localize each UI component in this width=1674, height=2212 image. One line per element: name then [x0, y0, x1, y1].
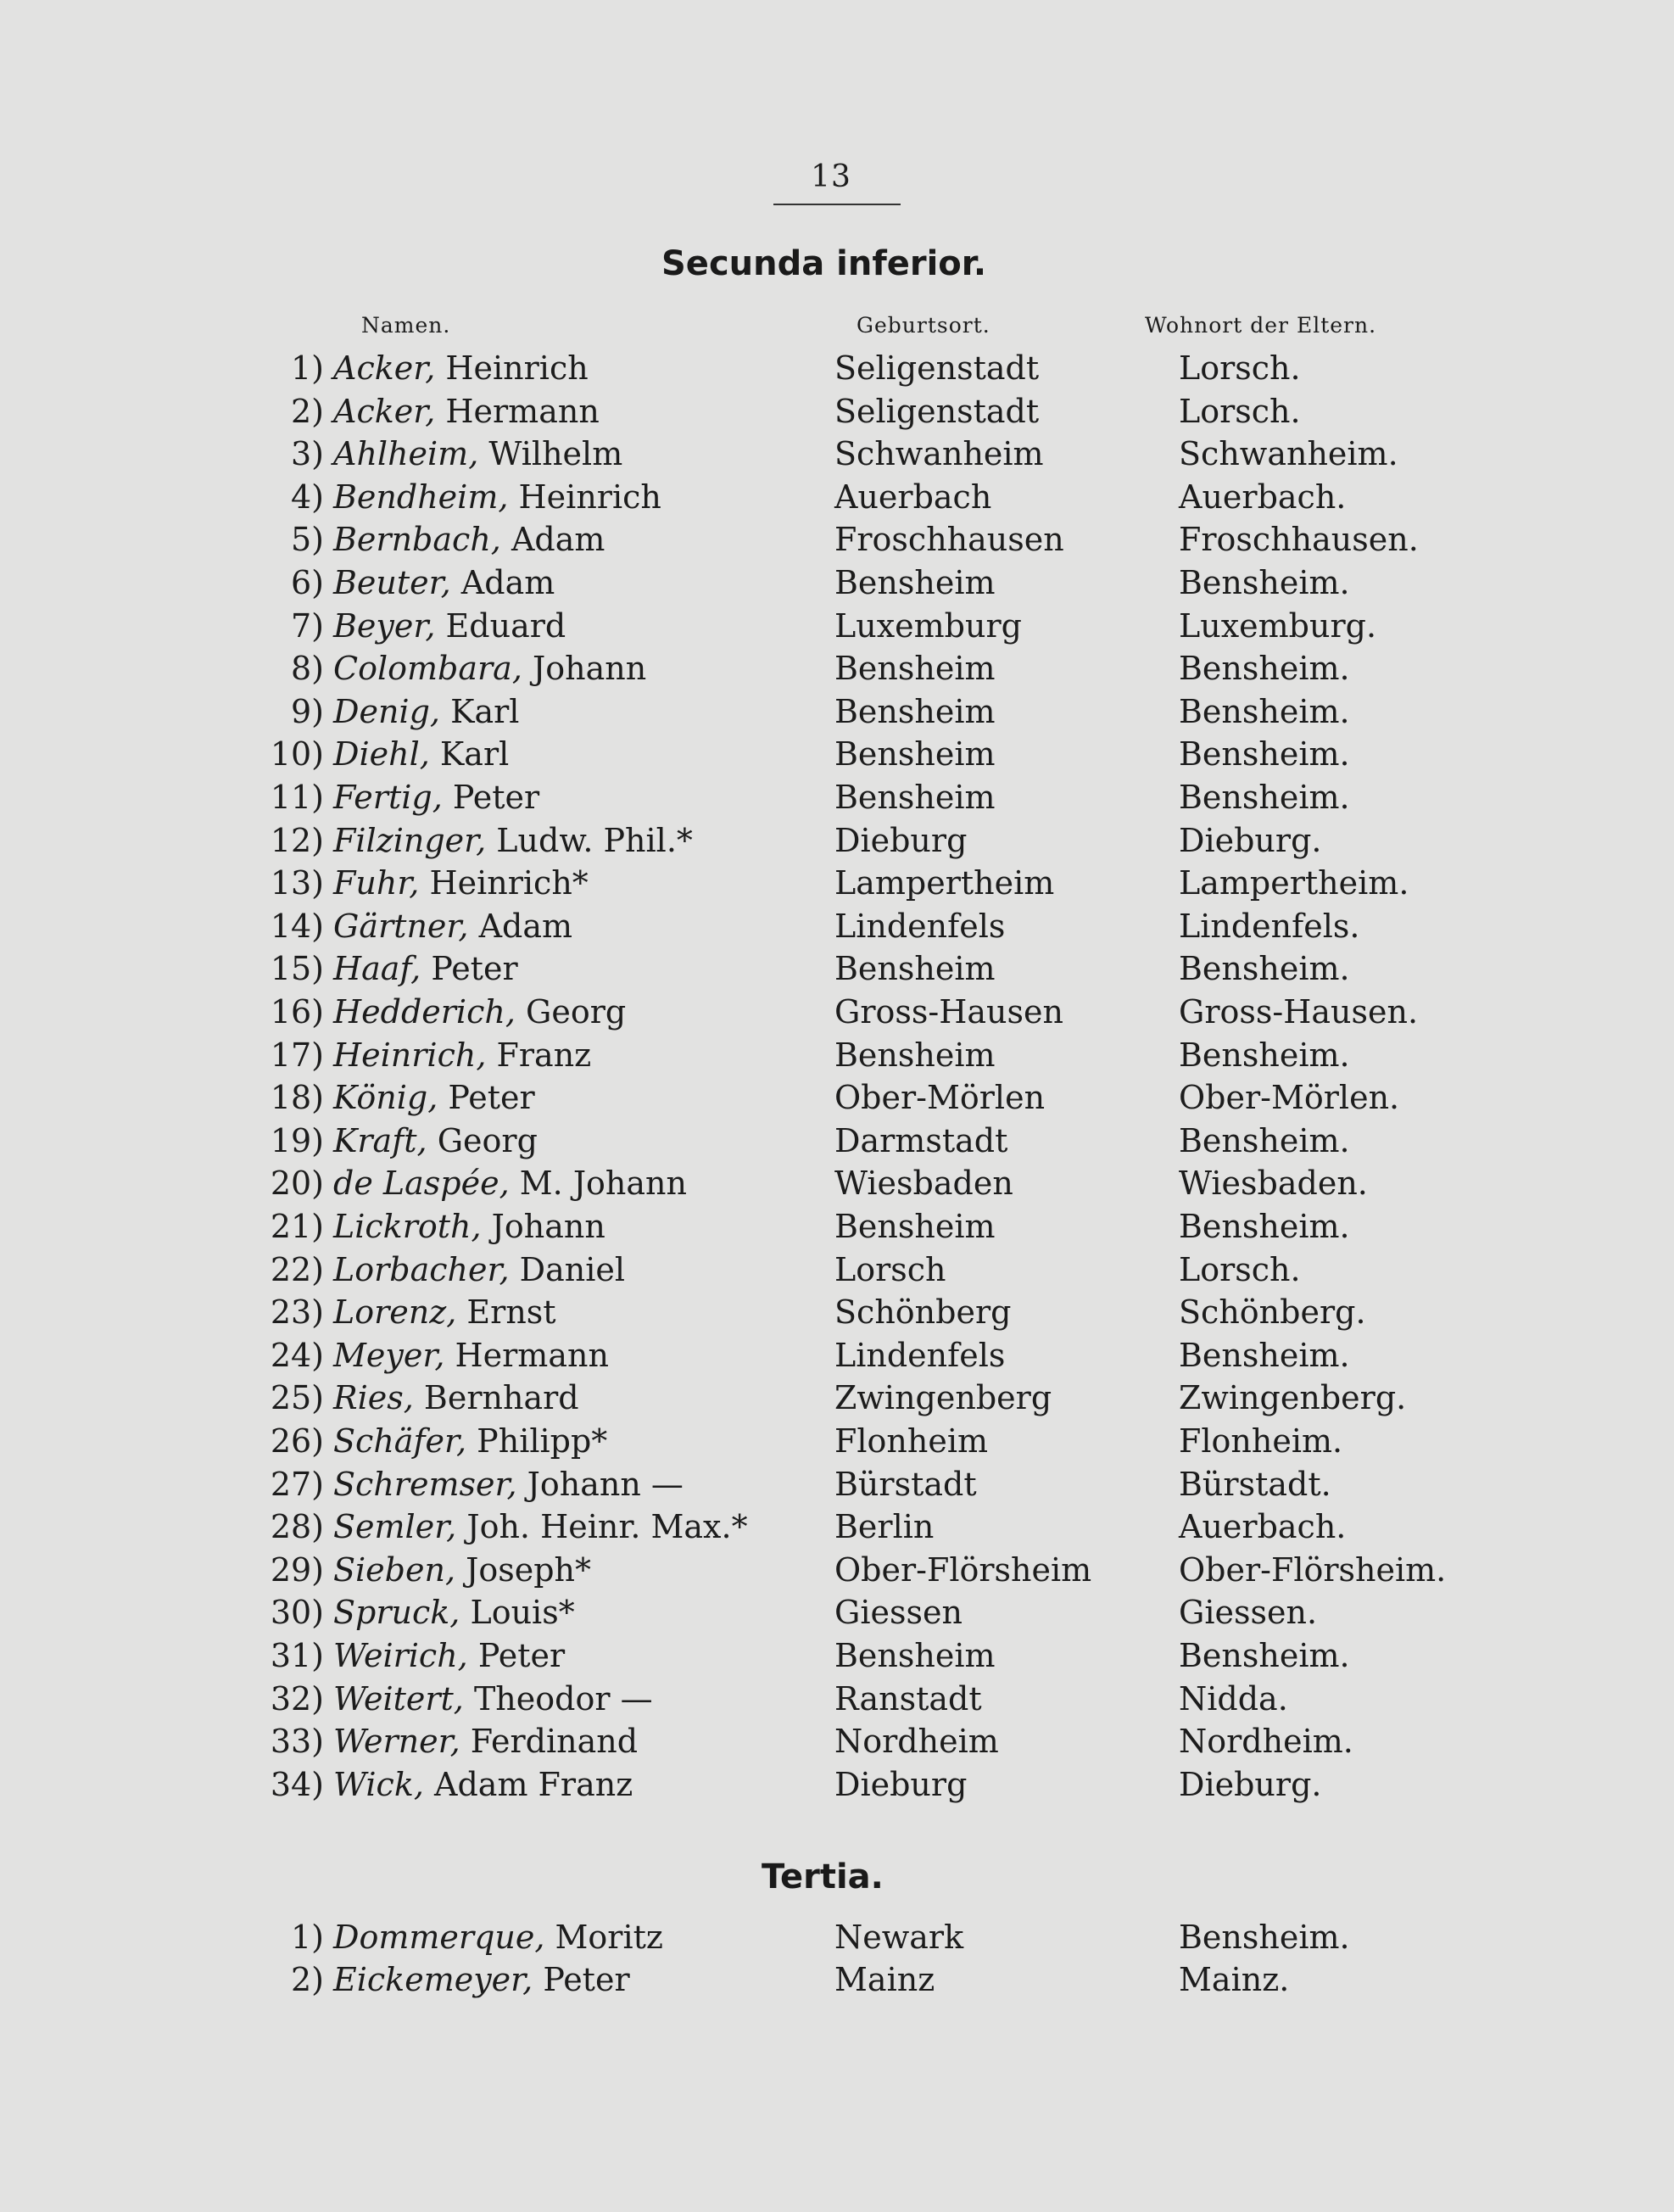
- parents-residence: Nordheim.: [1179, 1723, 1353, 1761]
- section-title-secunda: Secunda inferior.: [661, 244, 987, 283]
- table-row: [0, 1551, 1674, 1594]
- row-number: 8): [290, 650, 324, 688]
- birthplace: Bensheim: [834, 1637, 996, 1674]
- table-row: [0, 1919, 1674, 1961]
- parents-residence: Wiesbaden.: [1179, 1165, 1368, 1203]
- birthplace: Giessen: [834, 1594, 963, 1632]
- student-name: [333, 1122, 538, 1159]
- page-number: 13: [811, 159, 851, 194]
- student-surname: Weirich,: [333, 1637, 468, 1674]
- table-row: [0, 908, 1674, 950]
- parents-residence: Luxemburg.: [1179, 606, 1377, 645]
- student-given-name: Johann: [481, 1208, 605, 1245]
- parents-residence: Schönberg.: [1179, 1293, 1366, 1332]
- student-given-name: Joseph*: [455, 1550, 592, 1589]
- student-name: [333, 693, 519, 730]
- student-given-name: Johann: [522, 650, 647, 688]
- table-row: [0, 1723, 1674, 1765]
- page-number-rule: [773, 204, 901, 205]
- student-surname: Schremser,: [333, 1465, 517, 1503]
- table-row: [0, 1208, 1674, 1250]
- student-given-name: Ludw. Phil.*: [486, 821, 693, 859]
- student-name: [333, 564, 555, 601]
- student-name: [333, 822, 693, 859]
- student-given-name: Ernst: [456, 1293, 556, 1332]
- parents-residence: Bensheim.: [1179, 650, 1350, 688]
- birthplace: Gross-Hausen: [834, 993, 1063, 1031]
- student-name: [333, 393, 600, 430]
- column-header-residence: Wohnort der Eltern.: [1145, 313, 1377, 338]
- student-name: [333, 1723, 638, 1760]
- student-given-name: M. Johann: [509, 1165, 688, 1203]
- table-row: [0, 735, 1674, 778]
- student-given-name: Johann —: [516, 1465, 684, 1503]
- row-number: 11): [270, 779, 324, 816]
- table-row: [0, 1680, 1674, 1723]
- student-surname: Gärtner,: [333, 907, 469, 945]
- student-given-name: Georg: [515, 993, 627, 1031]
- table-row: [0, 1036, 1674, 1079]
- student-name: [333, 1919, 663, 1956]
- birthplace: Bensheim: [834, 650, 996, 688]
- student-given-name: Moritz: [544, 1919, 663, 1956]
- student-name: [333, 1337, 609, 1374]
- row-number: 3): [290, 435, 324, 473]
- parents-residence: Bensheim.: [1179, 1336, 1350, 1374]
- student-given-name: Peter: [442, 779, 540, 816]
- row-number: 6): [290, 564, 324, 601]
- student-name: [333, 1508, 748, 1545]
- student-given-name: Peter: [533, 1961, 630, 1998]
- student-surname: Lorbacher,: [333, 1250, 510, 1288]
- birthplace: Dieburg: [834, 1765, 968, 1803]
- parents-residence: Bensheim.: [1179, 1036, 1350, 1074]
- parents-residence: Zwingenberg.: [1179, 1379, 1407, 1417]
- student-surname: Weitert,: [333, 1679, 464, 1718]
- birthplace: Ober-Flörsheim: [834, 1550, 1092, 1589]
- student-surname: Fertig,: [333, 779, 443, 816]
- student-surname: Ahlheim,: [333, 435, 479, 473]
- birthplace: Flonheim: [834, 1422, 989, 1460]
- student-given-name: Hermann: [444, 1336, 609, 1374]
- birthplace: Luxemburg: [834, 606, 1022, 645]
- birthplace: Zwingenberg: [834, 1379, 1052, 1417]
- parents-residence: Dieburg.: [1179, 1765, 1322, 1803]
- student-name: [333, 521, 605, 558]
- birthplace: Bensheim: [834, 950, 996, 988]
- student-name: [333, 1293, 556, 1331]
- student-given-name: Heinrich: [435, 349, 589, 387]
- table-row: [0, 1508, 1674, 1550]
- student-given-name: Karl: [440, 692, 520, 730]
- student-name: [333, 1036, 591, 1074]
- student-surname: Acker,: [333, 392, 436, 430]
- birthplace: Lampertheim: [834, 864, 1055, 902]
- row-number: 22): [270, 1250, 324, 1288]
- birthplace: Ober-Mörlen: [834, 1079, 1046, 1117]
- table-row: [0, 1637, 1674, 1679]
- row-number: 20): [270, 1165, 324, 1203]
- birthplace: Lindenfels: [834, 1336, 1006, 1374]
- student-given-name: Daniel: [509, 1250, 626, 1288]
- parents-residence: Bensheim.: [1179, 1637, 1350, 1674]
- student-name: [333, 478, 661, 516]
- table-row: [0, 864, 1674, 907]
- student-name: [333, 1594, 575, 1631]
- student-given-name: Heinrich*: [419, 864, 589, 902]
- student-name: [333, 1422, 607, 1460]
- student-name: [333, 435, 622, 472]
- table-row: [0, 1122, 1674, 1165]
- student-name: [333, 993, 626, 1031]
- student-name: [333, 1165, 687, 1202]
- parents-residence: Lorsch.: [1179, 349, 1301, 387]
- student-surname: Lorenz,: [333, 1293, 457, 1332]
- student-given-name: Peter: [421, 950, 518, 988]
- student-surname: Haaf,: [333, 950, 421, 988]
- student-surname: de Laspée,: [333, 1165, 510, 1203]
- row-number: 19): [270, 1121, 324, 1159]
- parents-residence: Bürstadt.: [1179, 1465, 1331, 1503]
- parents-residence: Bensheim.: [1179, 735, 1350, 774]
- section-title-tertia: Tertia.: [762, 1857, 884, 1896]
- student-name: [333, 1766, 633, 1803]
- parents-residence: Nidda.: [1179, 1679, 1288, 1718]
- parents-residence: Mainz.: [1179, 1961, 1290, 1998]
- birthplace: Schwanheim: [834, 435, 1044, 473]
- student-given-name: Peter: [467, 1637, 566, 1674]
- student-given-name: Philipp*: [466, 1422, 608, 1460]
- parents-residence: Ober-Flörsheim.: [1179, 1550, 1447, 1589]
- table-row: [0, 779, 1674, 821]
- row-number: 28): [270, 1508, 324, 1546]
- student-surname: Bendheim,: [333, 478, 509, 516]
- row-number: 15): [270, 950, 324, 988]
- parents-residence: Gross-Hausen.: [1179, 993, 1419, 1031]
- parents-residence: Auerbach.: [1179, 478, 1347, 516]
- student-name: [333, 908, 572, 945]
- birthplace: Mainz: [834, 1961, 935, 1998]
- parents-residence: Bensheim.: [1179, 564, 1350, 601]
- birthplace: Bensheim: [834, 564, 996, 601]
- birthplace: Dieburg: [834, 821, 968, 859]
- row-number: 27): [270, 1465, 324, 1503]
- row-number: 33): [270, 1723, 324, 1761]
- student-surname: Spruck,: [333, 1594, 460, 1632]
- student-name: [333, 1379, 579, 1416]
- table-row: [0, 1594, 1674, 1636]
- table-row: [0, 521, 1674, 563]
- table-row: [0, 1165, 1674, 1207]
- parents-residence: Bensheim.: [1179, 692, 1350, 730]
- student-surname: Hedderich,: [333, 993, 516, 1031]
- student-name: [333, 1251, 625, 1288]
- parents-residence: Dieburg.: [1179, 821, 1322, 859]
- birthplace: Wiesbaden: [834, 1165, 1013, 1203]
- row-number: 2): [290, 1961, 324, 1998]
- student-surname: Meyer,: [333, 1336, 445, 1374]
- birthplace: Seligenstadt: [834, 349, 1040, 387]
- parents-residence: Bensheim.: [1179, 1121, 1350, 1159]
- parents-residence: Schwanheim.: [1179, 435, 1398, 473]
- student-name: [333, 1551, 591, 1589]
- student-name: [333, 1680, 653, 1718]
- student-given-name: Karl: [429, 735, 510, 774]
- row-number: 23): [270, 1293, 324, 1332]
- student-surname: Beyer,: [333, 606, 436, 645]
- student-given-name: Franz: [486, 1036, 592, 1074]
- student-given-name: Theodor —: [463, 1679, 653, 1718]
- student-given-name: Bernhard: [413, 1379, 579, 1417]
- student-surname: Wick,: [333, 1765, 424, 1803]
- table-row: [0, 822, 1674, 864]
- parents-residence: Bensheim.: [1179, 779, 1350, 816]
- parents-residence: Bensheim.: [1179, 1208, 1350, 1245]
- student-surname: Beuter,: [333, 564, 451, 601]
- table-row: [0, 393, 1674, 435]
- student-given-name: Heinrich: [508, 478, 661, 516]
- row-number: 18): [270, 1079, 324, 1117]
- row-number: 13): [270, 864, 324, 902]
- row-number: 31): [270, 1637, 324, 1674]
- student-surname: Sieben,: [333, 1550, 456, 1589]
- student-surname: Diehl,: [333, 735, 430, 774]
- row-number: 14): [270, 907, 324, 945]
- parents-residence: Bensheim.: [1179, 950, 1350, 988]
- table-row: [0, 1766, 1674, 1808]
- student-surname: Ries,: [333, 1379, 414, 1417]
- student-name: [333, 1961, 630, 1998]
- column-header-name: Namen.: [361, 313, 451, 338]
- student-given-name: Eduard: [435, 606, 566, 645]
- parents-residence: Lampertheim.: [1179, 864, 1409, 902]
- birthplace: Lindenfels: [834, 907, 1006, 945]
- student-surname: Colombara,: [333, 650, 522, 688]
- table-row: [0, 435, 1674, 478]
- row-number: 34): [270, 1765, 324, 1803]
- parents-residence: Giessen.: [1179, 1594, 1318, 1632]
- student-given-name: Adam: [500, 521, 605, 559]
- birthplace: Schönberg: [834, 1293, 1012, 1332]
- row-number: 7): [290, 606, 324, 645]
- birthplace: Bürstadt: [834, 1465, 977, 1503]
- parents-residence: Lindenfels.: [1179, 907, 1360, 945]
- row-number: 25): [270, 1379, 324, 1417]
- student-name: [333, 607, 566, 645]
- student-given-name: Hermann: [435, 392, 600, 430]
- row-number: 10): [270, 735, 324, 774]
- table-row: [0, 1337, 1674, 1379]
- student-name: [333, 1466, 684, 1503]
- student-surname: Lickroth,: [333, 1208, 482, 1245]
- row-number: 29): [270, 1550, 324, 1589]
- row-number: 1): [290, 1919, 324, 1956]
- student-surname: Eickemeyer,: [333, 1961, 533, 1998]
- table-row: [0, 1293, 1674, 1336]
- parents-residence: Bensheim.: [1179, 1919, 1350, 1956]
- student-given-name: Wilhelm: [478, 435, 623, 473]
- row-number: 1): [290, 349, 324, 387]
- row-number: 9): [290, 692, 324, 730]
- table-row: [0, 1379, 1674, 1422]
- table-row: [0, 1079, 1674, 1121]
- row-number: 26): [270, 1422, 324, 1460]
- student-given-name: Georg: [427, 1121, 538, 1159]
- row-number: 30): [270, 1594, 324, 1632]
- birthplace: Darmstadt: [834, 1121, 1008, 1159]
- student-surname: Fuhr,: [333, 864, 420, 902]
- row-number: 24): [270, 1336, 324, 1374]
- birthplace: Bensheim: [834, 779, 996, 816]
- student-surname: Werner,: [333, 1723, 460, 1761]
- parents-residence: Auerbach.: [1179, 1508, 1347, 1546]
- student-surname: Heinrich,: [333, 1036, 487, 1074]
- student-given-name: Peter: [438, 1079, 535, 1117]
- table-row: [0, 993, 1674, 1036]
- row-number: 2): [290, 392, 324, 430]
- table-row: [0, 607, 1674, 650]
- birthplace: Ranstadt: [834, 1679, 982, 1718]
- column-header-birthplace: Geburtsort.: [857, 313, 990, 338]
- student-surname: Bernbach,: [333, 521, 501, 559]
- birthplace: Nordheim: [834, 1723, 999, 1761]
- table-row: [0, 1422, 1674, 1465]
- student-name: [333, 349, 589, 387]
- birthplace: Seligenstadt: [834, 392, 1040, 430]
- student-surname: Schäfer,: [333, 1422, 467, 1460]
- student-given-name: Adam: [450, 564, 555, 601]
- row-number: 32): [270, 1679, 324, 1718]
- table-row: [0, 349, 1674, 392]
- birthplace: Bensheim: [834, 1208, 996, 1245]
- student-name: [333, 650, 646, 687]
- student-name: [333, 1208, 605, 1245]
- student-given-name: Ferdinand: [460, 1723, 639, 1761]
- student-surname: König,: [333, 1079, 438, 1117]
- birthplace: Bensheim: [834, 1036, 996, 1074]
- student-surname: Denig,: [333, 692, 440, 730]
- parents-residence: Flonheim.: [1179, 1422, 1343, 1460]
- table-row: [0, 478, 1674, 521]
- student-surname: Dommerque,: [333, 1919, 545, 1956]
- table-row: [0, 650, 1674, 692]
- student-name: [333, 1079, 535, 1116]
- student-given-name: Adam Franz: [423, 1765, 633, 1803]
- birthplace: Froschhausen: [834, 521, 1064, 559]
- table-row: [0, 1466, 1674, 1508]
- table-row: [0, 564, 1674, 606]
- birthplace: Newark: [834, 1919, 964, 1956]
- student-name: [333, 1637, 565, 1674]
- parents-residence: Lorsch.: [1179, 392, 1301, 430]
- student-given-name: Joh. Heinr. Max.*: [456, 1508, 748, 1546]
- parents-residence: Froschhausen.: [1179, 521, 1419, 559]
- row-number: 17): [270, 1036, 324, 1074]
- student-surname: Semler,: [333, 1508, 457, 1546]
- student-surname: Kraft,: [333, 1121, 427, 1159]
- parents-residence: Lorsch.: [1179, 1250, 1301, 1288]
- birthplace: Bensheim: [834, 692, 996, 730]
- table-row: [0, 1961, 1674, 2003]
- table-row: [0, 1251, 1674, 1293]
- birthplace: Berlin: [834, 1508, 935, 1546]
- row-number: 12): [270, 821, 324, 859]
- row-number: 5): [290, 521, 324, 559]
- birthplace: Lorsch: [834, 1250, 946, 1288]
- student-name: [333, 950, 518, 987]
- table-row: [0, 950, 1674, 992]
- student-name: [333, 735, 509, 773]
- student-given-name: Adam: [468, 907, 573, 945]
- row-number: 21): [270, 1208, 324, 1245]
- student-surname: Filzinger,: [333, 821, 487, 859]
- parents-residence: Ober-Mörlen.: [1179, 1079, 1400, 1117]
- student-name: [333, 779, 539, 816]
- table-row: [0, 693, 1674, 735]
- student-name: [333, 864, 589, 902]
- row-number: 4): [290, 478, 324, 516]
- birthplace: Auerbach: [834, 478, 992, 516]
- birthplace: Bensheim: [834, 735, 996, 774]
- student-surname: Acker,: [333, 349, 436, 387]
- student-given-name: Louis*: [460, 1594, 575, 1632]
- row-number: 16): [270, 993, 324, 1031]
